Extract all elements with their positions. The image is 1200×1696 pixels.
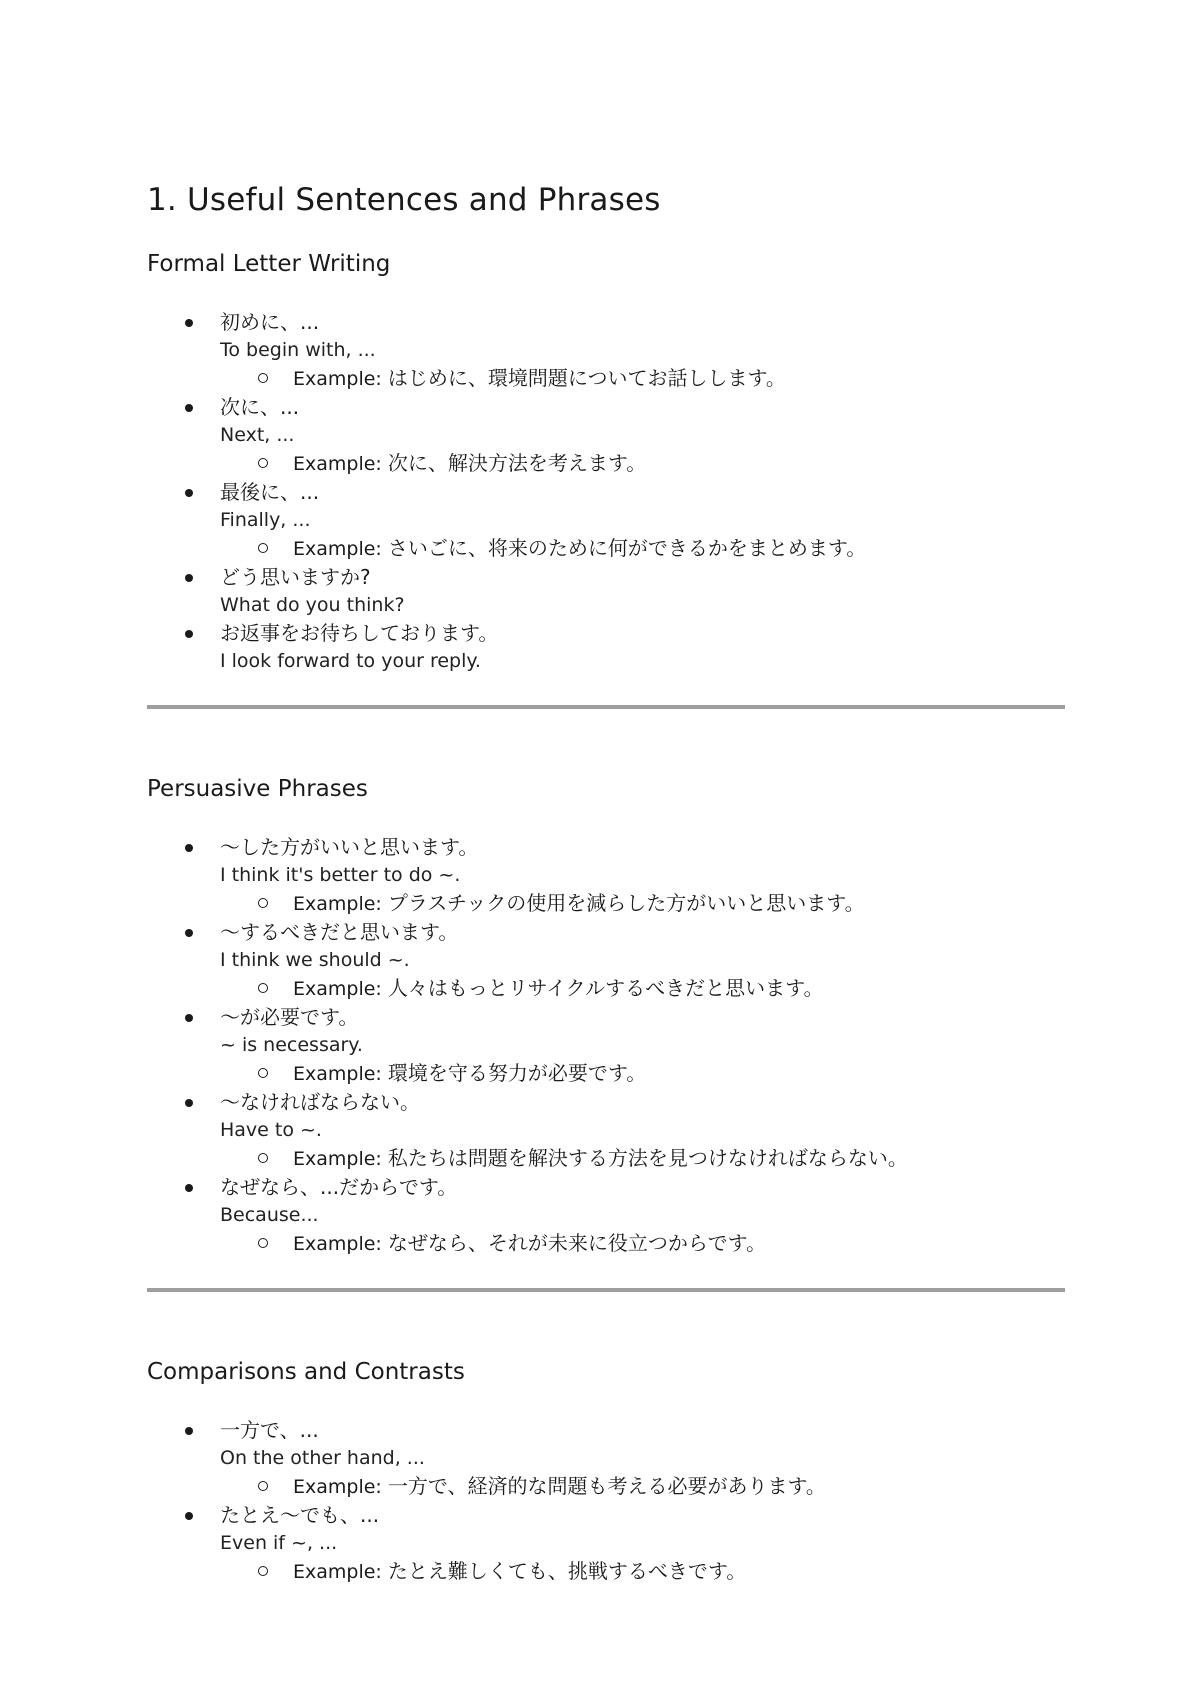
section-heading: Comparisons and Contrasts <box>147 1359 465 1386</box>
phrase-list <box>147 833 1065 1258</box>
phrase-item <box>147 1088 1065 1144</box>
example-sentence <box>220 534 1065 563</box>
example-text: プラスチックの使用を減らした方がいいと思います。 <box>387 891 865 916</box>
phrase-item <box>147 833 1065 889</box>
phrase-item <box>147 918 1065 974</box>
example-sentence <box>220 974 1065 1003</box>
japanese-phrase: なぜなら、...だからです。 <box>220 1175 458 1200</box>
example-label: Example: <box>293 453 388 476</box>
phrase-item <box>147 619 1065 675</box>
bullet-icon <box>185 489 193 497</box>
example-text: 一方で、経済的な問題も考える必要があります。 <box>387 1473 826 1498</box>
english-translation: Finally, ... <box>220 509 311 532</box>
phrase-item <box>147 563 1065 619</box>
example-text: たとえ難しくても、挑戦するべきです。 <box>387 1558 747 1583</box>
japanese-phrase: お返事をお待ちしております。 <box>220 621 499 646</box>
hollow-circle-bullet-icon <box>258 1238 268 1248</box>
example-label: Example: <box>293 368 388 391</box>
phrase-item <box>147 308 1065 364</box>
phrase-item <box>147 1501 1065 1557</box>
bullet-icon <box>185 630 193 638</box>
example-text: はじめに、環境問題についてお話しします。 <box>387 366 786 391</box>
example-text: 環境を守る努力が必要です。 <box>387 1061 647 1086</box>
example-label: Example: <box>293 893 388 916</box>
english-translation: What do you think? <box>220 594 405 617</box>
hollow-circle-bullet-icon <box>258 1566 268 1576</box>
hollow-circle-bullet-icon <box>258 543 268 553</box>
english-translation: Next, ... <box>220 424 295 447</box>
section-heading: Formal Letter Writing <box>147 251 391 278</box>
japanese-phrase: 初めに、... <box>220 310 320 335</box>
example-label: Example: <box>293 538 388 561</box>
example-sentence <box>220 1144 1065 1173</box>
phrase-list <box>147 1416 1065 1586</box>
example-label: Example: <box>293 1148 388 1171</box>
bullet-icon <box>185 574 193 582</box>
bullet-icon <box>185 844 193 852</box>
hollow-circle-bullet-icon <box>258 983 268 993</box>
japanese-phrase: 一方で、... <box>220 1417 319 1442</box>
bullet-icon <box>185 1099 193 1107</box>
japanese-phrase: 最後に、... <box>220 480 320 505</box>
example-sentence <box>220 1059 1065 1088</box>
example-text: 次に、解決方法を考えます。 <box>387 451 647 476</box>
example-text: さいごに、将来のために何ができるかをまとめます。 <box>387 536 867 561</box>
section <box>147 250 1065 675</box>
horizontal-divider <box>147 705 1065 709</box>
section <box>147 1358 1065 1586</box>
english-translation: I look forward to your reply. <box>220 650 481 673</box>
phrase-item <box>147 478 1065 534</box>
document-page <box>147 180 1065 1586</box>
example-label: Example: <box>293 1233 388 1256</box>
horizontal-divider <box>147 1288 1065 1292</box>
japanese-phrase: たとえ〜でも、... <box>220 1502 380 1527</box>
example-text: なぜなら、それが未来に役立つからです。 <box>387 1231 767 1256</box>
english-translation: ~ is necessary. <box>220 1034 363 1057</box>
sections-container <box>147 250 1065 1586</box>
example-sentence <box>220 1557 1065 1586</box>
page-title: 1. Useful Sentences and Phrases <box>147 182 661 218</box>
english-translation: Even if ~, ... <box>220 1531 338 1554</box>
japanese-phrase: 〜が必要です。 <box>220 1005 359 1030</box>
example-sentence <box>220 1472 1065 1501</box>
example-text: 私たちは問題を解決する方法を見つけなければならない。 <box>387 1146 908 1171</box>
bullet-icon <box>185 404 193 412</box>
example-sentence <box>220 889 1065 918</box>
example-sentence <box>220 364 1065 393</box>
english-translation: To begin with, ... <box>220 339 376 362</box>
japanese-phrase: 〜なければならない。 <box>220 1090 420 1115</box>
bullet-icon <box>185 1014 193 1022</box>
phrase-item <box>147 393 1065 449</box>
phrase-list <box>147 308 1065 675</box>
japanese-phrase: 〜した方がいいと思います。 <box>220 835 479 860</box>
hollow-circle-bullet-icon <box>258 373 268 383</box>
bullet-icon <box>185 319 193 327</box>
example-sentence <box>220 449 1065 478</box>
example-label: Example: <box>293 1560 388 1583</box>
example-label: Example: <box>293 1475 388 1498</box>
japanese-phrase: どう思いますか? <box>220 565 371 590</box>
hollow-circle-bullet-icon <box>258 898 268 908</box>
bullet-icon <box>185 1184 193 1192</box>
japanese-phrase: 次に、... <box>220 395 300 420</box>
bullet-icon <box>185 1512 193 1520</box>
section-heading: Persuasive Phrases <box>147 776 368 803</box>
english-translation: Because... <box>220 1204 319 1227</box>
example-text: 人々はもっとリサイクルするべきだと思います。 <box>387 976 824 1001</box>
english-translation: I think we should ~. <box>220 949 410 972</box>
hollow-circle-bullet-icon <box>258 1068 268 1078</box>
example-label: Example: <box>293 978 388 1001</box>
bullet-icon <box>185 1427 193 1435</box>
hollow-circle-bullet-icon <box>258 458 268 468</box>
section <box>147 775 1065 1258</box>
english-translation: I think it's better to do ~. <box>220 864 461 887</box>
phrase-item <box>147 1003 1065 1059</box>
japanese-phrase: 〜するべきだと思います。 <box>220 920 459 945</box>
example-sentence <box>220 1229 1065 1258</box>
phrase-item <box>147 1173 1065 1229</box>
english-translation: On the other hand, ... <box>220 1446 425 1469</box>
example-label: Example: <box>293 1063 388 1086</box>
hollow-circle-bullet-icon <box>258 1481 268 1491</box>
bullet-icon <box>185 929 193 937</box>
phrase-item <box>147 1416 1065 1472</box>
english-translation: Have to ~. <box>220 1119 322 1142</box>
hollow-circle-bullet-icon <box>258 1153 268 1163</box>
